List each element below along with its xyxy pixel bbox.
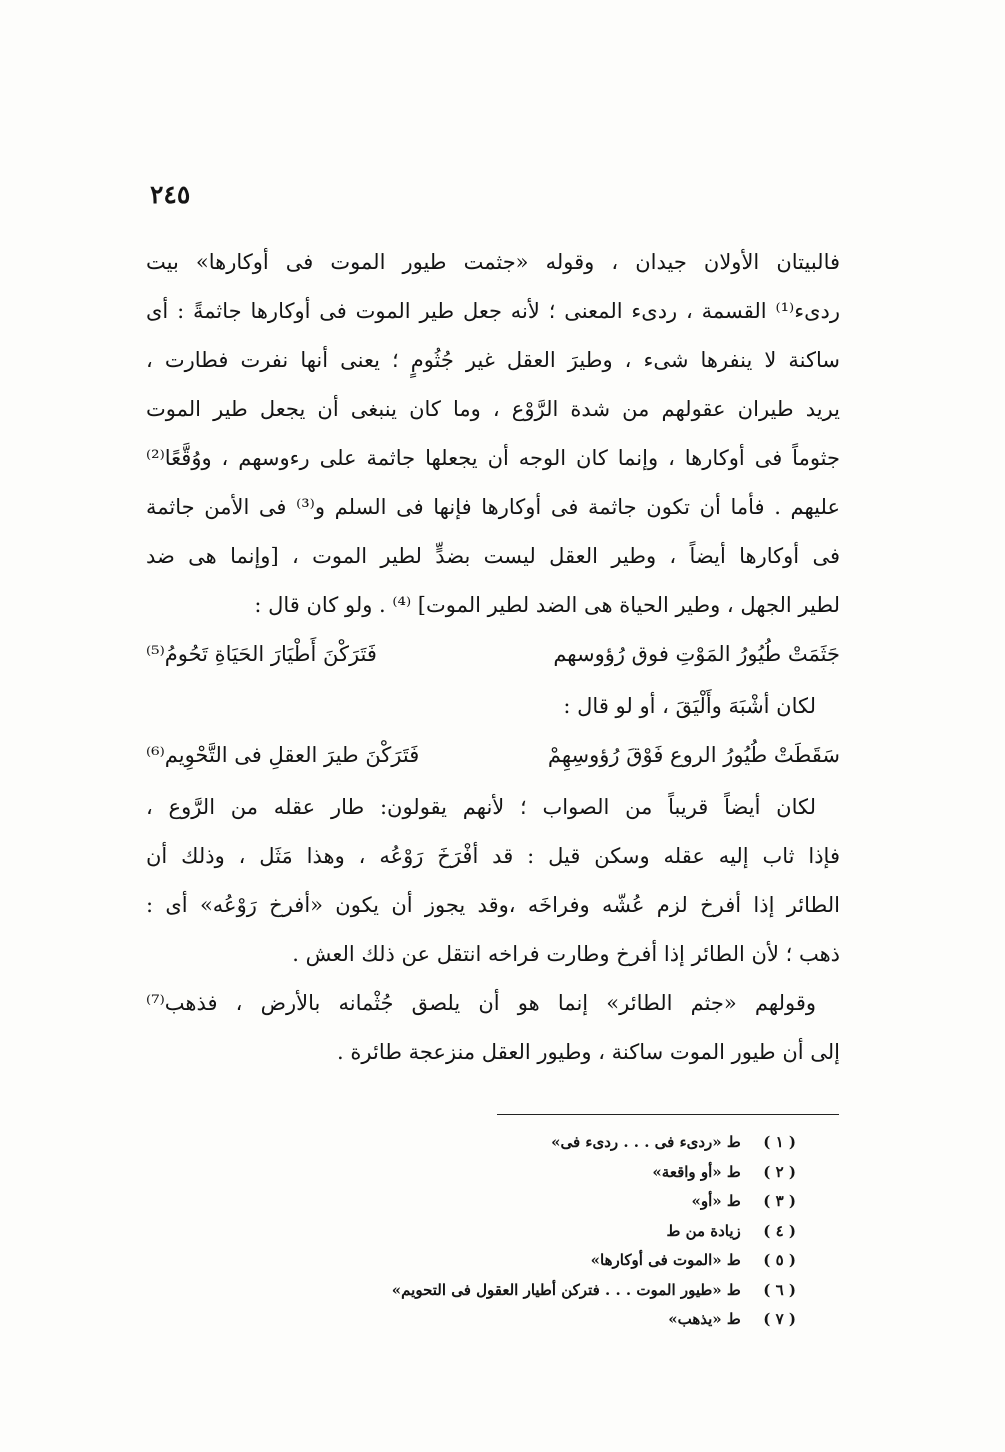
footnote-number: ( ٤ ) <box>763 1221 796 1240</box>
footnote-number: ( ٢ ) <box>763 1162 796 1181</box>
footnote-item <box>360 1158 796 1188</box>
page-number: ٢٤٥ <box>150 180 191 209</box>
text-line: عليهم . فأما أن تكون جاثمة فى أوكارها فإنها فى السلم و⁽³⁾ فى الأمن جاثمة <box>146 495 840 519</box>
footnote-text: ط «الموت فى أوكارها» <box>590 1251 741 1269</box>
footnote-text: زيادة من ط <box>666 1221 741 1240</box>
verse-line <box>146 731 840 783</box>
verse-first-hemistich: جَثَمَتْ طُيُورُ المَوْتِ فوق رُؤوسهم <box>553 642 840 666</box>
footnotes <box>360 1128 796 1335</box>
footnote-text: ط «أو» <box>691 1192 741 1210</box>
footnote-text: ط «يذهب» <box>668 1310 741 1328</box>
text-line: لكان أشْبَهَ وأَلْيَقَ ، أو لو قال : <box>563 694 816 718</box>
body-text <box>146 238 840 1077</box>
verse-second-hemistich: فَتَرَكْنَ أَطْيَارَ الحَيَاةِ تَحُومُ⁽⁵⁾ <box>146 642 377 666</box>
text-line: فإذا ثاب إليه عقله وسكن قيل : قد أفْرَخَ رَوْعُه ، وهذا مَثَل ، وذلك أن <box>146 844 840 868</box>
footnote-text: ط «أو واقعة» <box>652 1162 741 1181</box>
footnote-item <box>360 1128 796 1158</box>
footnote-separator <box>497 1114 839 1115</box>
text-line: لكان أيضاً قريباً من الصواب ؛ لأنهم يقولون: طار عقله من الرَّوع ، <box>146 795 816 819</box>
verse-line <box>146 630 840 682</box>
text-line: يريد طيران عقولهم من شدة الرَّوْع ، وما كان ينبغى أن يجعل طير الموت <box>146 397 840 421</box>
footnote-number: ( ١ ) <box>763 1133 796 1151</box>
footnote-text: ط «طيور الموت . . . فتركن أطيار العقول فى التحويم» <box>391 1280 741 1299</box>
text-line: جثوماً فى أوكارها ، وإنما كان الوجه أن يجعلها جاثمة على رءوسهم ، ووُقَّعًا⁽²⁾ <box>146 446 840 470</box>
text-line: فى أوكارها أيضاً ، وطير العقل ليست بضدٍّ لطير الموت ، [وإنما هى ضد <box>146 544 840 568</box>
text-line: ساكنة لا ينفرها شىء ، وطيرَ العقل غير جُثُومٍ ؛ يعنى أنها نفرت فطارت ، <box>146 348 840 372</box>
footnote-number: ( ٣ ) <box>763 1192 796 1210</box>
text-line: ذهب ؛ لأن الطائر إذا أفرخ وطارت فراخه انتقل عن ذلك العش . <box>292 942 840 966</box>
footnote-number: ( ٦ ) <box>763 1280 796 1299</box>
footnote-item <box>360 1187 796 1217</box>
footnote-number: ( ٥ ) <box>763 1251 796 1269</box>
footnote-number: ( ٧ ) <box>763 1310 796 1328</box>
verse-second-hemistich: فَتَرَكْنَ طيرَ العقلِ فى التَّحْوِيم⁽⁶⁾ <box>146 743 420 767</box>
text-line: الطائر إذا أفرخ لزم عُشّه وفراخَه ،وقد يجوز أن يكون «أفرخ رَوْعُه» أى : <box>146 893 840 917</box>
verse-first-hemistich: سَقَطَتْ طُيُورُ الروع فَوْقَ رُؤوسِهِمْ <box>547 743 840 767</box>
text-line: إلى أن طيور الموت ساكنة ، وطيور العقل منزعجة طائرة . <box>337 1040 840 1064</box>
footnote-item <box>360 1246 796 1276</box>
footnote-item <box>360 1217 796 1247</box>
footnote-item <box>360 1276 796 1306</box>
footnote-item <box>360 1305 796 1335</box>
text-line: لطير الجهل ، وطير الحياة هى الضد لطير الموت] ⁽⁴⁾ . ولو كان قال : <box>254 593 840 617</box>
footnote-text: ط «ردىء فى . . . ردىء فى» <box>551 1133 741 1151</box>
text-line: فالبيتان الأولان جيدان ، وقوله «جثمت طيور الموت فى أوكارها» بيت <box>146 250 840 274</box>
text-line: ردىء⁽¹⁾ القسمة ، ردىء المعنى ؛ لأنه جعل طير الموت فى أوكارها جاثمةً : أى <box>146 299 840 323</box>
text-line: وقولهم «جثم الطائر» إنما هو أن يلصق جُثْمانه بالأرض ، فذهب⁽⁷⁾ <box>146 991 816 1015</box>
